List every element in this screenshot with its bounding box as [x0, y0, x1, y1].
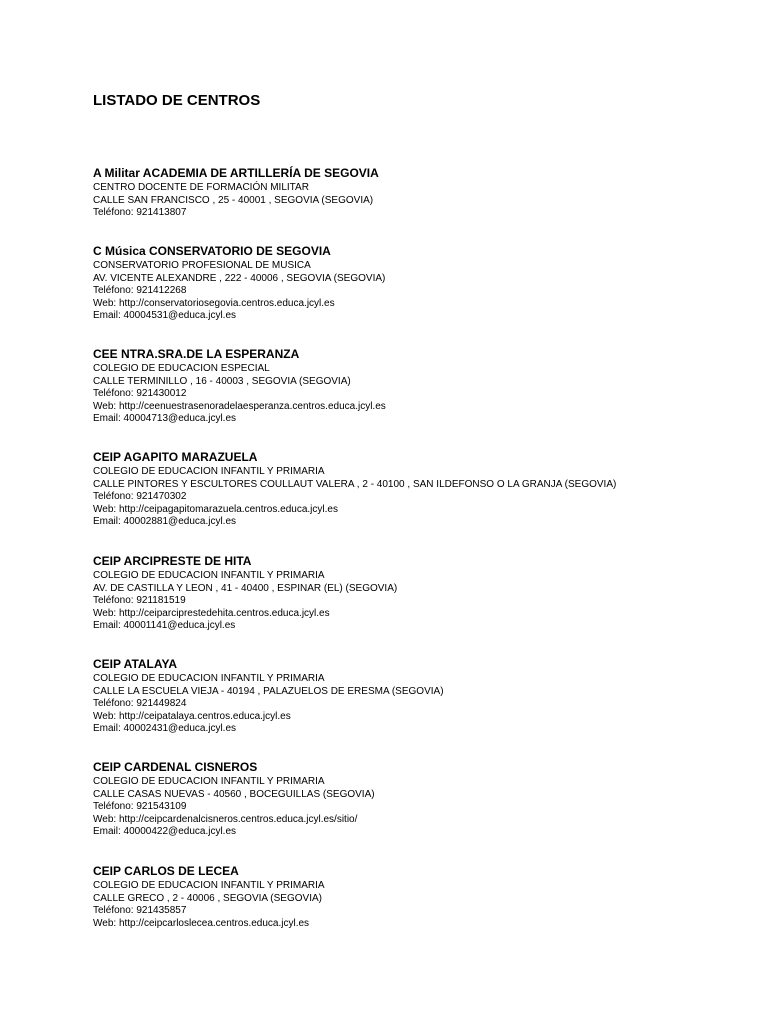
- center-type: COLEGIO DE EDUCACION INFANTIL Y PRIMARIA: [93, 880, 325, 891]
- center-type: COLEGIO DE EDUCACION ESPECIAL: [93, 363, 270, 374]
- center-phone: Teléfono: 921412268: [93, 285, 187, 296]
- center-entry: [93, 554, 753, 633]
- center-email-link[interactable]: Email: 40000422@educa.jcyl.es: [93, 826, 237, 837]
- center-name: CEIP CARDENAL CISNEROS: [93, 760, 258, 774]
- center-type: CENTRO DOCENTE DE FORMACIÓN MILITAR: [93, 182, 309, 193]
- center-phone: Teléfono: 921543109: [93, 801, 187, 812]
- center-name: CEIP AGAPITO MARAZUELA: [93, 450, 258, 464]
- center-phone: Teléfono: 921413807: [93, 207, 187, 218]
- center-phone: Teléfono: 921470302: [93, 491, 187, 502]
- center-entry: [93, 347, 753, 426]
- center-address: AV. VICENTE ALEXANDRE , 222 - 40006 , SEGOVIA (SEGOVIA): [93, 272, 386, 284]
- center-entry: [93, 450, 753, 529]
- page-title: LISTADO DE CENTROS: [93, 92, 261, 109]
- center-web-link[interactable]: Web: http://ceenuestrasenoradelaesperanza.centros.educa.jcyl.es: [93, 400, 386, 412]
- center-address: CALLE PINTORES Y ESCULTORES COULLAUT VALERA , 2 - 40100 , SAN ILDEFONSO O LA GRANJA (SEGOVIA): [93, 478, 617, 490]
- center-web-link[interactable]: Web: http://ceipcarloslecea.centros.educa.jcyl.es: [93, 917, 310, 929]
- center-name: CEIP CARLOS DE LECEA: [93, 864, 239, 878]
- center-type: COLEGIO DE EDUCACION INFANTIL Y PRIMARIA: [93, 673, 325, 684]
- center-web-link[interactable]: Web: http://ceiparciprestedehita.centros.educa.jcyl.es: [93, 607, 330, 619]
- center-entry: [93, 244, 753, 323]
- center-name: CEE NTRA.SRA.DE LA ESPERANZA: [93, 347, 300, 361]
- center-address: CALLE GRECO , 2 - 40006 , SEGOVIA (SEGOVIA): [93, 892, 322, 904]
- center-address: CALLE LA ESCUELA VIEJA - 40194 , PALAZUELOS DE ERESMA (SEGOVIA): [93, 685, 444, 697]
- center-type: COLEGIO DE EDUCACION INFANTIL Y PRIMARIA: [93, 776, 325, 787]
- center-type: COLEGIO DE EDUCACION INFANTIL Y PRIMARIA: [93, 570, 325, 581]
- center-web-link[interactable]: Web: http://ceipatalaya.centros.educa.jcyl.es: [93, 710, 291, 722]
- center-email-link[interactable]: Email: 40001141@educa.jcyl.es: [93, 620, 236, 631]
- center-phone: Teléfono: 921181519: [93, 595, 186, 606]
- center-web-link[interactable]: Web: http://ceipagapitomarazuela.centros.educa.jcyl.es: [93, 503, 338, 515]
- center-email-link[interactable]: Email: 40004531@educa.jcyl.es: [93, 310, 237, 321]
- center-address: CALLE TERMINILLO , 16 - 40003 , SEGOVIA (SEGOVIA): [93, 375, 351, 387]
- center-address: CALLE SAN FRANCISCO , 25 - 40001 , SEGOVIA (SEGOVIA): [93, 194, 374, 206]
- center-email-link[interactable]: Email: 40004713@educa.jcyl.es: [93, 413, 237, 424]
- center-web-link[interactable]: Web: http://conservatoriosegovia.centros.educa.jcyl.es: [93, 297, 335, 309]
- center-address: AV. DE CASTILLA Y LEON , 41 - 40400 , ESPINAR (EL) (SEGOVIA): [93, 582, 398, 594]
- center-name: C Música CONSERVATORIO DE SEGOVIA: [93, 244, 331, 258]
- center-entry: [93, 760, 753, 839]
- center-phone: Teléfono: 921449824: [93, 698, 187, 709]
- center-type: CONSERVATORIO PROFESIONAL DE MUSICA: [93, 260, 311, 271]
- center-phone: Teléfono: 921430012: [93, 388, 187, 399]
- center-entry: [93, 657, 753, 736]
- center-web-link[interactable]: Web: http://ceipcardenalcisneros.centros.educa.jcyl.es/sitio/: [93, 813, 358, 825]
- center-entry: [93, 864, 753, 930]
- center-email-link[interactable]: Email: 40002431@educa.jcyl.es: [93, 723, 237, 734]
- center-entry: [93, 166, 753, 220]
- center-name: A Militar ACADEMIA DE ARTILLERÍA DE SEGOVIA: [93, 166, 379, 180]
- center-name: CEIP ATALAYA: [93, 657, 178, 671]
- center-type: COLEGIO DE EDUCACION INFANTIL Y PRIMARIA: [93, 466, 325, 477]
- center-phone: Teléfono: 921435857: [93, 905, 187, 916]
- center-address: CALLE CASAS NUEVAS - 40560 , BOCEGUILLAS (SEGOVIA): [93, 788, 375, 800]
- center-email-link[interactable]: Email: 40002881@educa.jcyl.es: [93, 516, 237, 527]
- center-name: CEIP ARCIPRESTE DE HITA: [93, 554, 252, 568]
